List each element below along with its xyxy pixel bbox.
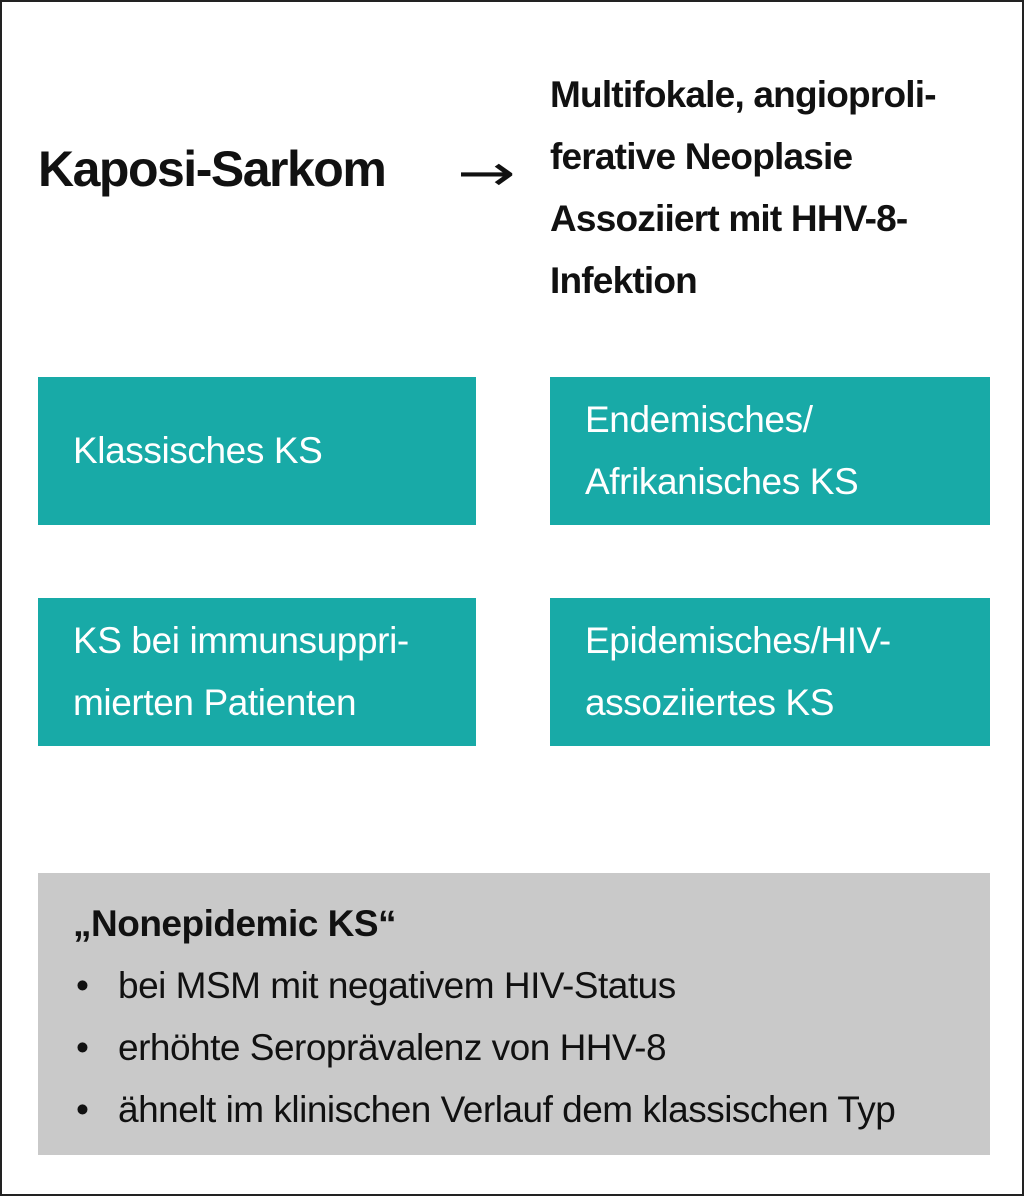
list-item bbox=[73, 955, 955, 1017]
bullet-icon: • bbox=[76, 965, 89, 1006]
list-item bbox=[73, 1017, 955, 1079]
type-box-label: Klassisches KS bbox=[73, 430, 323, 471]
type-box-immunosuppressed bbox=[38, 598, 476, 746]
bullet-icon: • bbox=[76, 1027, 89, 1068]
definition-line: ferative Neoplasie bbox=[550, 136, 853, 177]
list-item-text: ähnelt im klinischen Verlauf dem klassischen Typ bbox=[118, 1089, 896, 1130]
definition-line: Infektion bbox=[550, 260, 697, 301]
definition-line: Assoziiert mit HHV-8- bbox=[550, 198, 908, 239]
list-item bbox=[73, 1079, 955, 1141]
diagram-title: Kaposi-Sarkom bbox=[38, 141, 386, 197]
note-title: „Nonepidemic KS“ bbox=[73, 903, 396, 944]
nonepidemic-note-box bbox=[38, 873, 990, 1155]
type-box-endemic bbox=[550, 377, 990, 525]
type-box-epidemic bbox=[550, 598, 990, 746]
list-item-text: bei MSM mit negativem HIV-Status bbox=[118, 965, 676, 1006]
right-arrow-icon: → bbox=[457, 144, 516, 202]
bullet-icon: • bbox=[76, 1089, 89, 1130]
type-box-label: Endemisches/ bbox=[585, 399, 813, 440]
note-list bbox=[73, 955, 955, 1141]
type-box-label: Epidemisches/HIV- bbox=[585, 620, 891, 661]
type-box-label: mierten Patienten bbox=[73, 682, 357, 723]
type-box-label: Afrikanisches KS bbox=[585, 461, 859, 502]
type-box-label: KS bei immunsuppri- bbox=[73, 620, 409, 661]
list-item-text: erhöhte Seroprävalenz von HHV-8 bbox=[118, 1027, 667, 1068]
definition-line: Multifokale, angioproli- bbox=[550, 74, 936, 115]
type-box-label: assoziiertes KS bbox=[585, 682, 834, 723]
definition-text bbox=[550, 64, 990, 312]
type-box-classic bbox=[38, 377, 476, 525]
